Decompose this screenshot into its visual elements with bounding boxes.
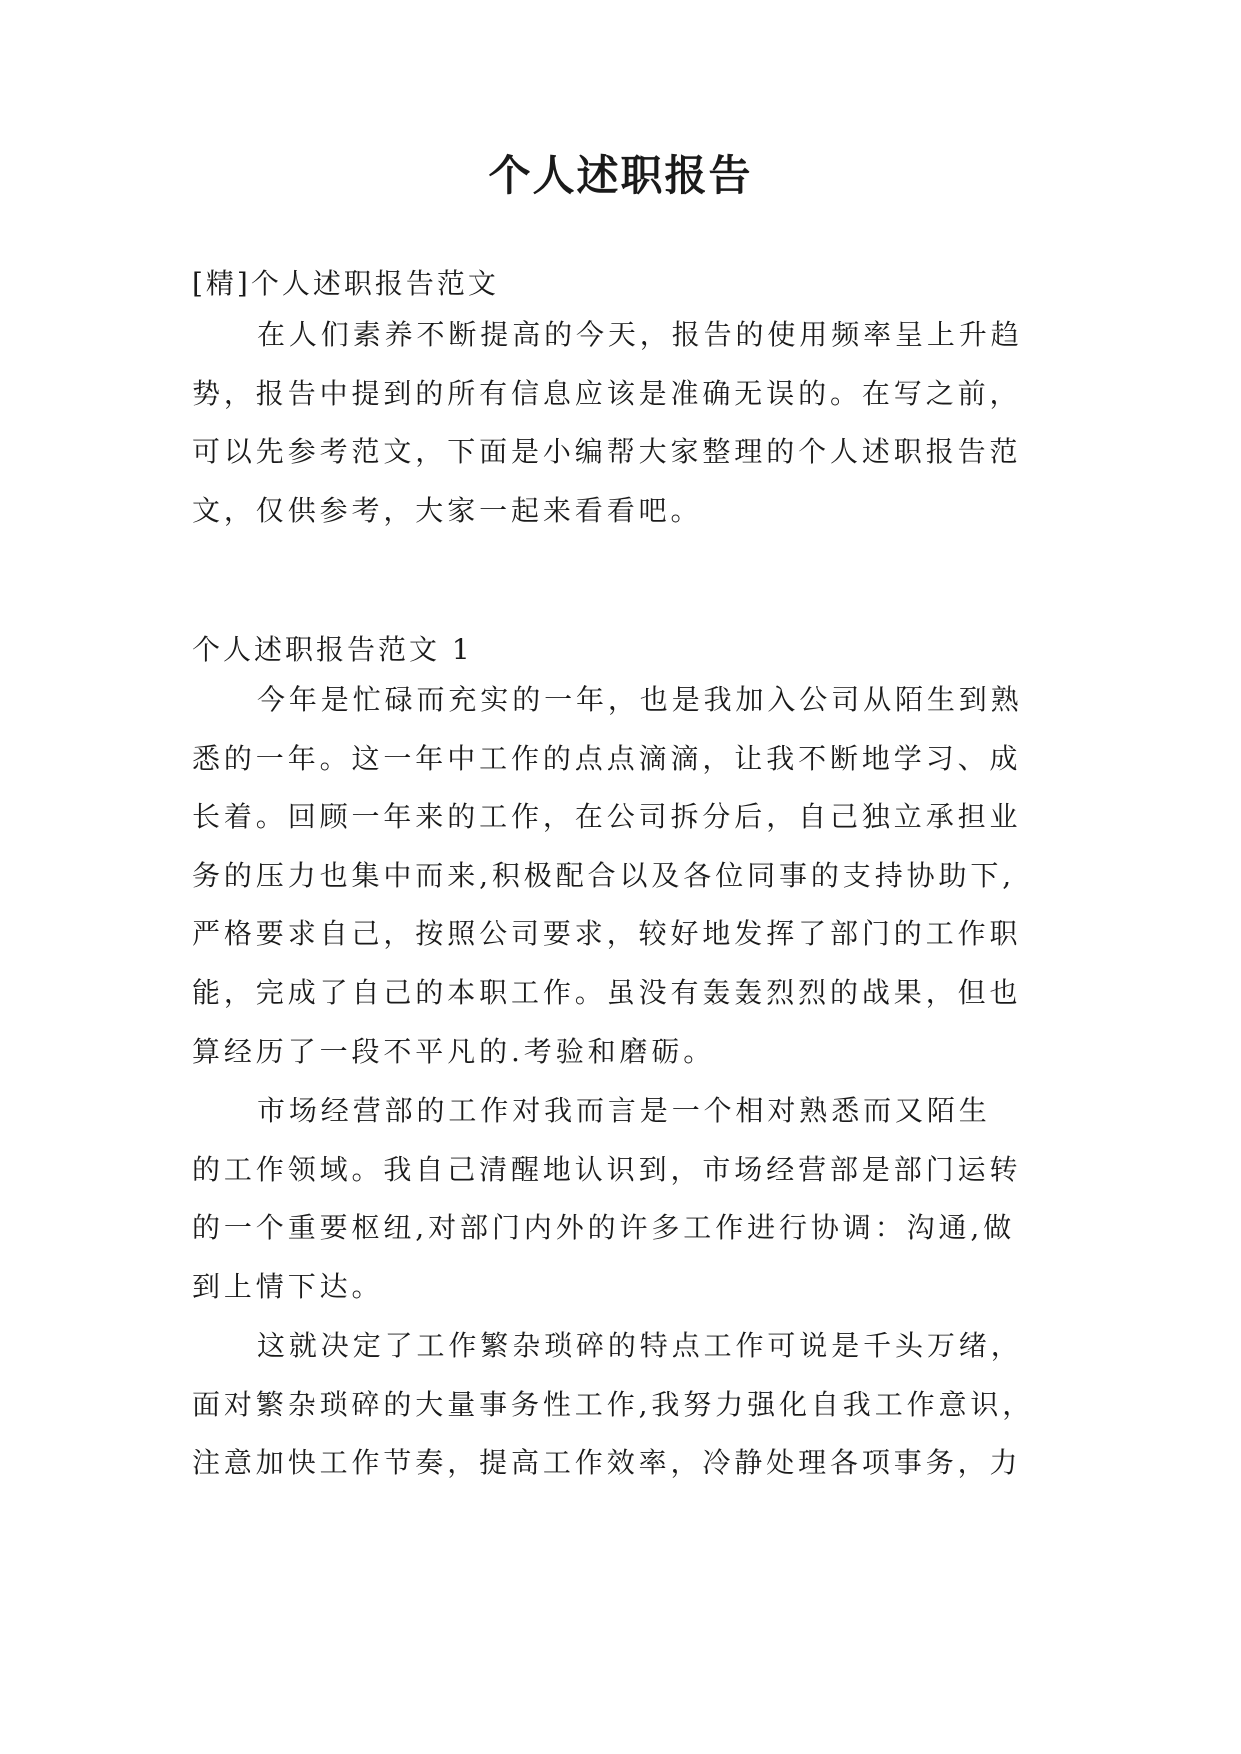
paragraph-line: 到上情下达。 <box>192 1269 384 1303</box>
document-title: 个人述职报告 <box>488 151 753 200</box>
document-subtitle: [精]个人述职报告范文 <box>192 267 499 300</box>
intro-paragraph <box>192 306 1062 540</box>
paragraph-line: 这就决定了工作繁杂琐碎的特点工作可说是千头万绪， <box>257 1329 1023 1362</box>
section1-paragraph-1 <box>192 671 1062 1081</box>
section1-paragraph-3 <box>192 1317 1062 1493</box>
paragraph-line: 势，报告中提到的所有信息应该是准确无误的。在写之前， <box>192 376 1022 410</box>
paragraph-line: 面对繁杂琐碎的大量事务性工作,我努力强化自我工作意识， <box>192 1387 1035 1421</box>
paragraph-line: 的一个重要枢纽,对部门内外的许多工作进行协调：沟通,做 <box>192 1211 1016 1245</box>
paragraph-line: 文，仅供参考，大家一起来看看吧。 <box>192 493 703 527</box>
paragraph-line: 可以先参考范文，下面是小编帮大家整理的个人述职报告范 <box>192 435 1022 469</box>
paragraph-line: 算经历了一段不平凡的.考验和磨砺。 <box>192 1034 716 1068</box>
paragraph-line: 悉的一年。这一年中工作的点点滴滴，让我不断地学习、成 <box>192 741 1022 775</box>
section-heading-1: 个人述职报告范文 1 <box>192 633 473 666</box>
section1-paragraph-2 <box>192 1082 1062 1316</box>
paragraph-line: 在人们素养不断提高的今天，报告的使用频率呈上升趋 <box>257 318 1023 351</box>
paragraph-line: 严格要求自己，按照公司要求，较好地发挥了部门的工作职 <box>192 917 1022 951</box>
paragraph-line: 能，完成了自己的本职工作。虽没有轰轰烈烈的战果，但也 <box>192 975 1022 1009</box>
paragraph-line: 市场经营部的工作对我而言是一个相对熟悉而又陌生 <box>257 1094 991 1127</box>
paragraph-line: 注意加快工作节奏，提高工作效率，冷静处理各项事务，力 <box>192 1446 1022 1480</box>
paragraph-line: 长着。回顾一年来的工作，在公司拆分后，自己独立承担业 <box>192 800 1022 834</box>
paragraph-line: 的工作领域。我自己清醒地认识到，市场经营部是部门运转 <box>192 1152 1022 1186</box>
paragraph-line: 务的压力也集中而来,积极配合以及各位同事的支持协助下, <box>192 858 1016 892</box>
paragraph-line: 今年是忙碌而充实的一年，也是我加入公司从陌生到熟 <box>257 683 1023 716</box>
